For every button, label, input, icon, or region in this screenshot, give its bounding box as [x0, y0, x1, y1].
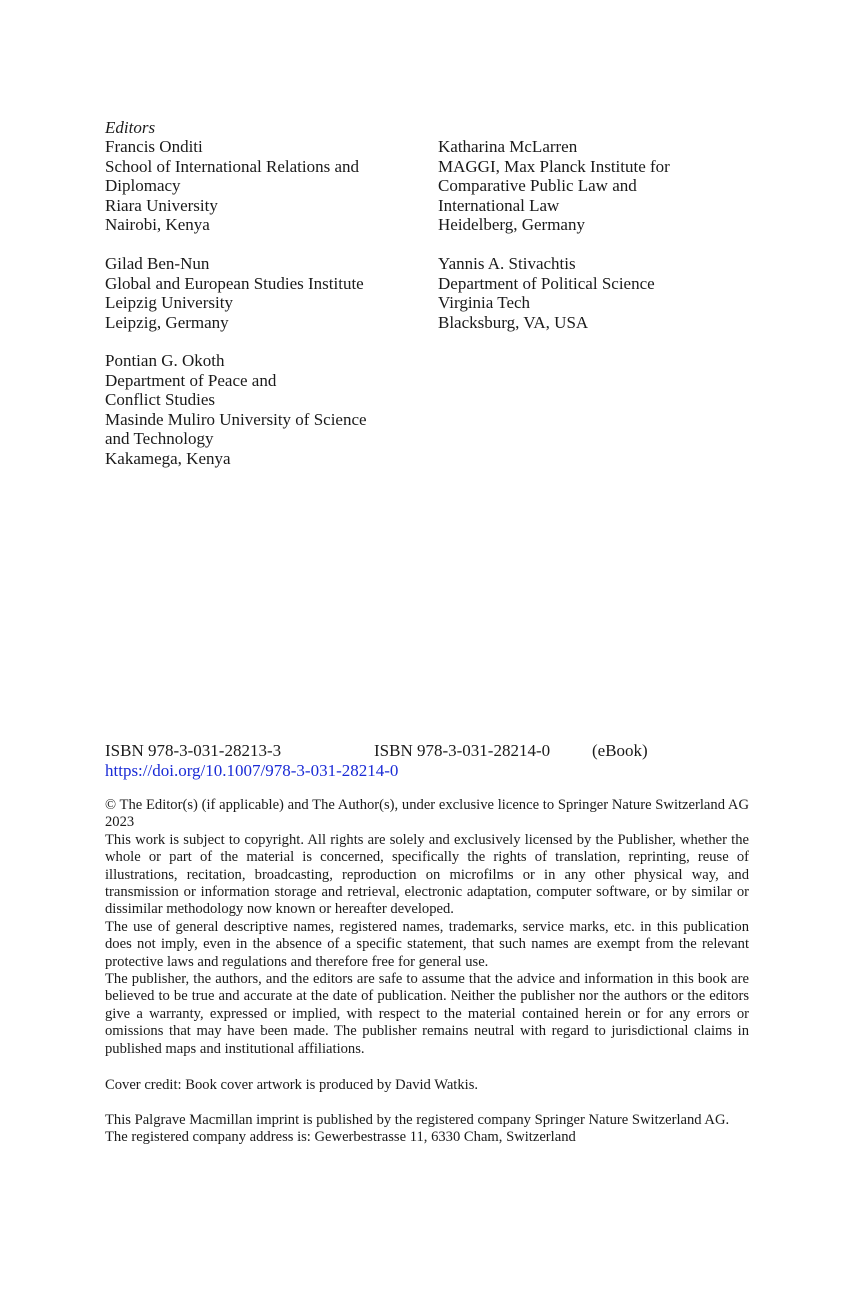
isbn-ebook: ISBN 978-3-031-28214-0 — [374, 741, 551, 760]
editor-location: Nairobi, Kenya — [105, 215, 210, 235]
editor-affiliation-line: MAGGI, Max Planck Institute for — [438, 156, 670, 176]
editor-name: Pontian G. Okoth — [105, 351, 225, 370]
editor-name: Francis Onditi — [105, 137, 203, 156]
editor-affiliation-line: Diplomacy — [105, 176, 181, 196]
editor-location: Leipzig, Germany — [105, 312, 229, 332]
editor-affiliation-line: Conflict Studies — [105, 390, 216, 410]
rights-notice: This work is subject to copyright. All rights are solely and exclusively licensed by the Publisher, whether the whole or part of the material is concerned, specifically the rights of translation, reprinting, reuse of illustrations, recitation, broadcasting, reproduction on microfilms or in any other physical way, and transmission or information storage and retrieval, electronic adaptation, computer software, or by similar or dissimilar methodology now known or hereafter developed. — [105, 831, 749, 918]
editor-francis-onditi — [105, 137, 359, 235]
editor-location: Heidelberg, Germany — [438, 215, 585, 235]
editor-affiliation-line: Masinde Muliro University of Science — [105, 409, 367, 429]
editor-gilad-ben-nun — [105, 254, 364, 332]
doi-link[interactable]: https://doi.org/10.1007/978-3-031-28214-0 — [105, 761, 399, 780]
isbn-print: ISBN 978-3-031-28213-3 — [105, 741, 282, 760]
editor-location: Kakamega, Kenya — [105, 448, 231, 468]
editors-heading: Editors — [105, 118, 156, 137]
trademarks-notice: The use of general descriptive names, registered names, trademarks, service marks, etc. in this publication does not imply, even in the absence of a specific statement, that such names are exempt from the relevant protective laws and regulations and therefore free for general use. — [105, 918, 749, 970]
editor-affiliation-line: Department of Peace and — [105, 370, 277, 390]
legal-block — [105, 797, 749, 1058]
editor-affiliation-line: Comparative Public Law and — [438, 176, 637, 196]
editor-katharina-mclarren — [438, 137, 670, 235]
editor-affiliation-line: International Law — [438, 195, 560, 215]
editor-location: Blacksburg, VA, USA — [438, 312, 589, 332]
editor-affiliation-line: and Technology — [105, 429, 214, 449]
editor-name: Gilad Ben-Nun — [105, 254, 210, 273]
editor-affiliation-line: Leipzig University — [105, 293, 233, 313]
editor-name: Yannis A. Stivachtis — [438, 254, 576, 273]
isbn-row — [105, 741, 648, 761]
ebook-tag: (eBook) — [592, 741, 648, 760]
editor-affiliation-line: Department of Political Science — [438, 273, 655, 293]
imprint-notice: This Palgrave Macmillan imprint is published by the registered company Springer Nature Switzerland AG. — [105, 1112, 730, 1128]
editor-affiliation-line: School of International Relations and — [105, 156, 359, 176]
editor-name: Katharina McLarren — [438, 137, 578, 156]
editor-pontian-okoth — [105, 351, 367, 469]
editor-yannis-stivachtis — [438, 254, 655, 332]
editor-affiliation-line: Riara University — [105, 195, 218, 215]
editor-affiliation-line: Virginia Tech — [438, 293, 531, 313]
disclaimer-notice: The publisher, the authors, and the editors are safe to assume that the advice and information in this book are believed to be true and accurate at the date of publication. Neither the publisher nor the authors or the editors give a warranty, expressed or implied, with respect to the material contained herein or for any errors or omissions that may have been made. The publisher remains neutral with regard to jurisdictional claims in published maps and institutional affiliations. — [105, 971, 749, 1057]
cover-credit: Cover credit: Book cover artwork is produced by David Watkis. — [105, 1077, 479, 1093]
editor-affiliation-line: Global and European Studies Institute — [105, 273, 364, 293]
copyright-notice: © The Editor(s) (if applicable) and The Author(s), under exclusive licence to Springer Nature Switzerland AG 2023 — [105, 797, 749, 831]
imprint-block — [105, 1112, 749, 1147]
company-address: The registered company address is: Gewerbestrasse 11, 6330 Cham, Switzerland — [105, 1129, 576, 1146]
